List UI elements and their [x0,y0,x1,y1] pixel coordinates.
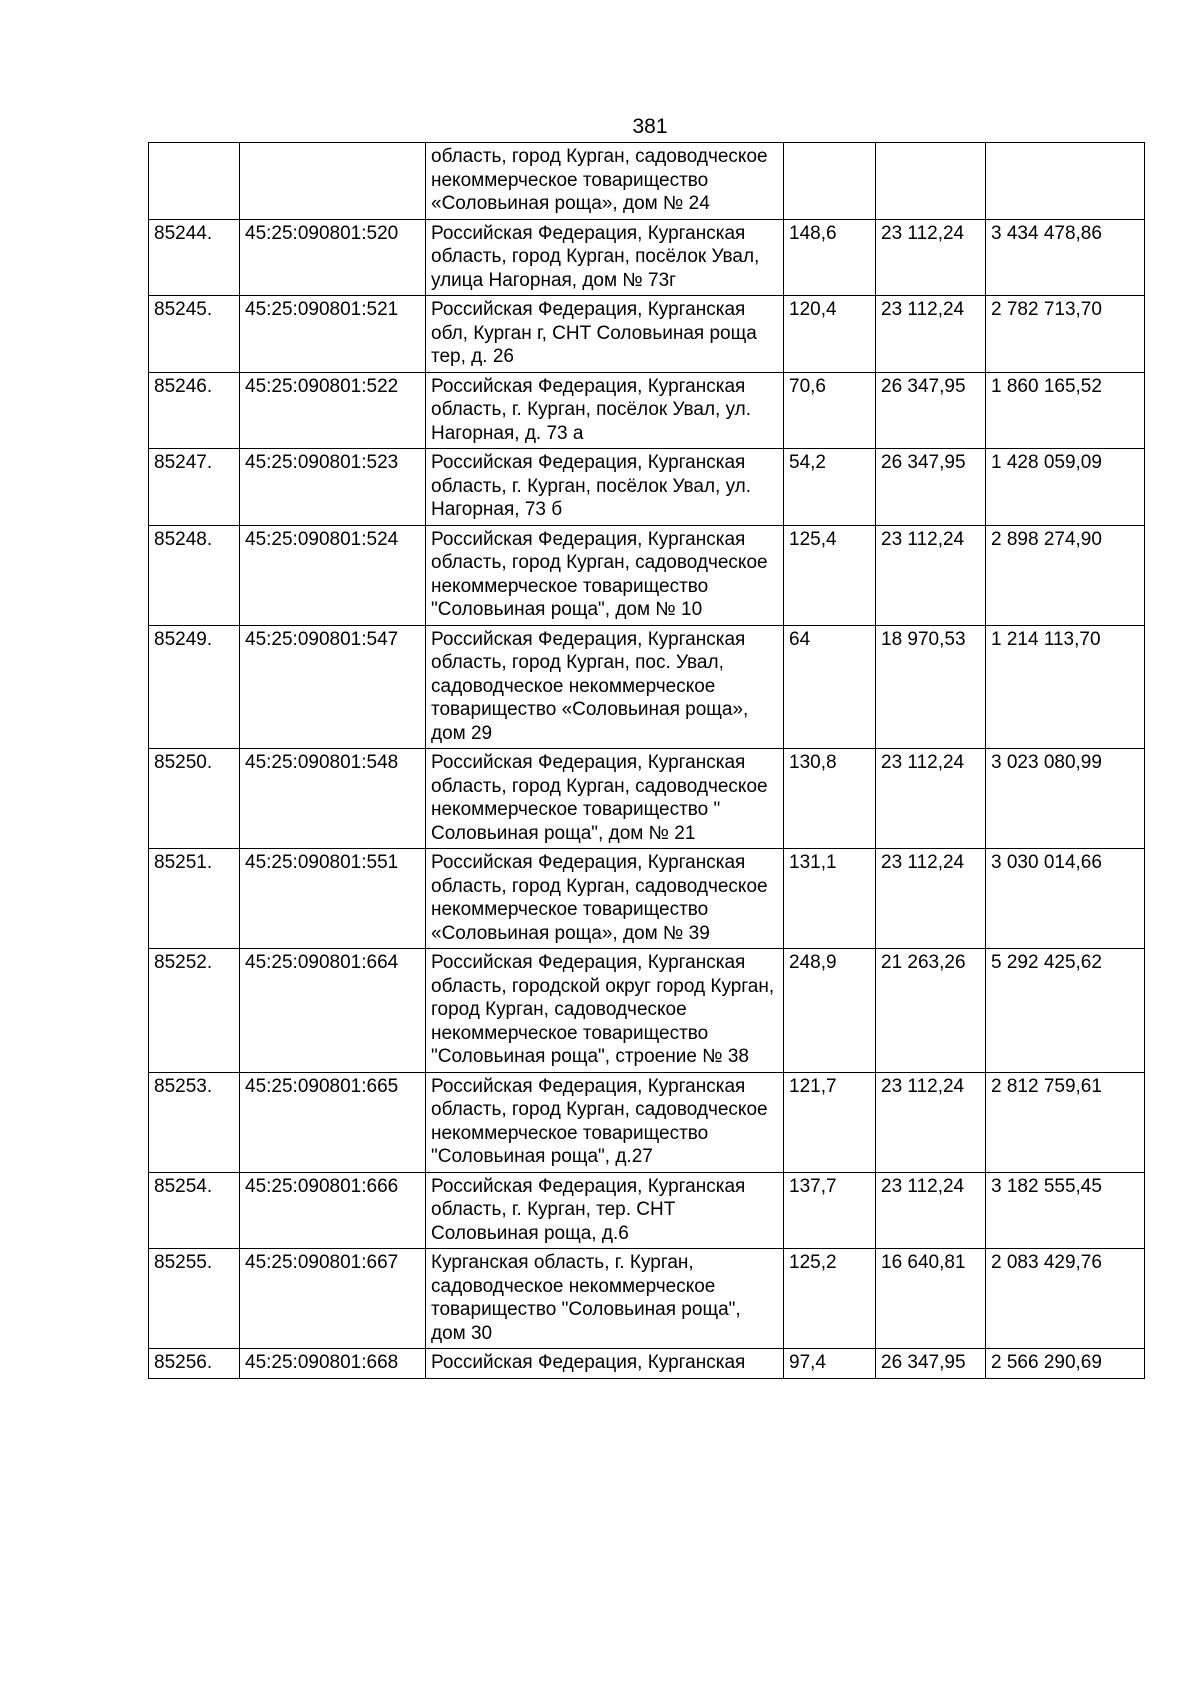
cell-area: 97,4 [784,1349,876,1379]
cell-area: 131,1 [784,849,876,949]
table-row [149,525,1145,625]
cell-address: Российская Федерация, Курганская область, город Курган, садоводческое некоммерческое товарищество "Соловьиная роща", дом № 10 [426,525,784,625]
cell-address: Курганская область, г. Курган, садоводческое некоммерческое товарищество "Соловьиная роща", дом 30 [426,1249,784,1349]
cell-cadastral-number: 45:25:090801:523 [240,449,426,526]
cell-address: Российская Федерация, Курганская [426,1349,784,1379]
cell-value: 2 566 290,69 [986,1349,1145,1379]
table-row [149,1249,1145,1349]
cell-cadastral-number: 45:25:090801:521 [240,296,426,373]
cell-number [149,143,240,220]
cell-number: 85247. [149,449,240,526]
cell-address: Российская Федерация, Курганская область, город Курган, садоводческое некоммерческое товарищество «Соловьиная роща», дом № 39 [426,849,784,949]
table-row-continuation [149,143,1145,220]
cell-value: 3 434 478,86 [986,219,1145,296]
cell-rate: 16 640,81 [876,1249,986,1349]
cell-rate: 18 970,53 [876,625,986,749]
cell-rate [876,143,986,220]
cell-rate: 23 112,24 [876,849,986,949]
cell-area: 248,9 [784,949,876,1073]
cell-number: 85255. [149,1249,240,1349]
cell-cadastral-number: 45:25:090801:665 [240,1072,426,1172]
cell-cadastral-number: 45:25:090801:524 [240,525,426,625]
cell-address: Российская Федерация, Курганская область, г. Курган, посёлок Увал, ул. Нагорная, 73 б [426,449,784,526]
cell-cadastral-number: 45:25:090801:666 [240,1172,426,1249]
cell-cadastral-number: 45:25:090801:547 [240,625,426,749]
cell-rate: 23 112,24 [876,296,986,373]
cell-cadastral-number: 45:25:090801:551 [240,849,426,949]
cell-cadastral-number: 45:25:090801:548 [240,749,426,849]
cell-number: 85252. [149,949,240,1073]
cell-area: 64 [784,625,876,749]
table-row [149,296,1145,373]
page-number: 381 [632,115,668,138]
cell-number: 85249. [149,625,240,749]
cell-value: 1 214 113,70 [986,625,1145,749]
cell-value: 5 292 425,62 [986,949,1145,1073]
cell-cadastral-number [240,143,426,220]
table-row [149,1072,1145,1172]
cell-area: 70,6 [784,372,876,449]
cell-number: 85250. [149,749,240,849]
cell-value: 3 023 080,99 [986,749,1145,849]
cell-rate: 23 112,24 [876,1072,986,1172]
cell-address: Российская Федерация, Курганская область, г. Курган, тер. СНТ Соловьиная роща, д.6 [426,1172,784,1249]
cell-rate: 26 347,95 [876,1349,986,1379]
cell-number: 85251. [149,849,240,949]
cell-rate: 23 112,24 [876,525,986,625]
table-row [149,1172,1145,1249]
cell-address: Российская Федерация, Курганская область, город Курган, садоводческое некоммерческое товарищество "Соловьиная роща", д.27 [426,1072,784,1172]
cell-value: 2 782 713,70 [986,296,1145,373]
cell-area: 120,4 [784,296,876,373]
cell-cadastral-number: 45:25:090801:664 [240,949,426,1073]
cell-value: 3 030 014,66 [986,849,1145,949]
table-row [149,449,1145,526]
cell-rate: 21 263,26 [876,949,986,1073]
cell-area: 130,8 [784,749,876,849]
cell-number: 85245. [149,296,240,373]
cell-area: 148,6 [784,219,876,296]
table-row [149,1349,1145,1379]
cell-number: 85256. [149,1349,240,1379]
cell-cadastral-number: 45:25:090801:667 [240,1249,426,1349]
cell-number: 85248. [149,525,240,625]
cell-area: 54,2 [784,449,876,526]
cell-rate: 26 347,95 [876,372,986,449]
cell-value: 3 182 555,45 [986,1172,1145,1249]
cell-area: 125,2 [784,1249,876,1349]
cell-number: 85254. [149,1172,240,1249]
cell-address: область, город Курган, садоводческое некоммерческое товарищество «Соловьиная роща», дом № 24 [426,143,784,220]
cell-area: 125,4 [784,525,876,625]
cell-area: 137,7 [784,1172,876,1249]
table-row [149,372,1145,449]
cell-number: 85253. [149,1072,240,1172]
cell-rate: 23 112,24 [876,749,986,849]
cell-number: 85246. [149,372,240,449]
cell-address: Российская Федерация, Курганская обл, Курган г, СНТ Соловьиная роща тер, д. 26 [426,296,784,373]
cell-value: 2 083 429,76 [986,1249,1145,1349]
cell-rate: 26 347,95 [876,449,986,526]
cell-address: Российская Федерация, Курганская область, город Курган, садоводческое некоммерческое товарищество " Соловьиная роща", дом № 21 [426,749,784,849]
table-row [149,849,1145,949]
cell-number: 85244. [149,219,240,296]
table-row [149,949,1145,1073]
cell-address: Российская Федерация, Курганская область, городской округ город Курган, город Курган, садоводческое некоммерческое товарищество "Соловьиная роща", строение № 38 [426,949,784,1073]
registry-table-body [149,143,1145,1379]
cell-rate: 23 112,24 [876,219,986,296]
registry-table [148,142,1145,1379]
table-row [149,749,1145,849]
cell-value: 2 812 759,61 [986,1072,1145,1172]
cell-address: Российская Федерация, Курганская область, город Курган, пос. Увал, садоводческое некоммерческое товарищество «Соловьиная роща», дом 29 [426,625,784,749]
cell-cadastral-number: 45:25:090801:520 [240,219,426,296]
cell-cadastral-number: 45:25:090801:522 [240,372,426,449]
cell-rate: 23 112,24 [876,1172,986,1249]
cell-cadastral-number: 45:25:090801:668 [240,1349,426,1379]
cell-address: Российская Федерация, Курганская область, город Курган, посёлок Увал, улица Нагорная, дом № 73г [426,219,784,296]
cell-area [784,143,876,220]
cell-value [986,143,1145,220]
cell-value: 1 428 059,09 [986,449,1145,526]
table-row [149,219,1145,296]
cell-address: Российская Федерация, Курганская область, г. Курган, посёлок Увал, ул. Нагорная, д. 73 а [426,372,784,449]
cell-area: 121,7 [784,1072,876,1172]
table-row [149,625,1145,749]
cell-value: 2 898 274,90 [986,525,1145,625]
cell-value: 1 860 165,52 [986,372,1145,449]
